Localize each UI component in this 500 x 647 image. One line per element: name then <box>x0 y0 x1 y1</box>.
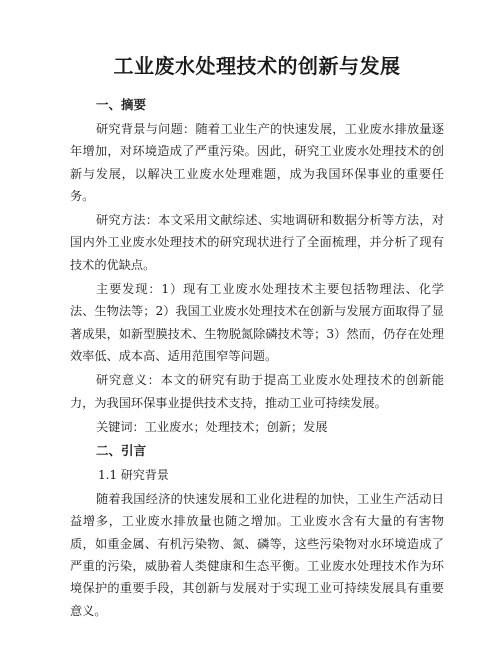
abstract-findings-paragraph: 主要发现：1）现有工业废水处理技术主要包括物理法、化学法、生物法等；2）我国工业废水处理技术在创新与发展方面取得了显著成果，如新型膜技术、生物脱氮除磷技术等；3）然而，仍存在处理效率低、成本高、适用范围窄等问题。 <box>70 282 444 363</box>
abstract-significance-paragraph: 研究意义：本文的研究有助于提高工业废水处理技术的创新能力，为我国环保事业提供技术支持，推动工业可持续发展。 <box>70 373 444 410</box>
abstract-method-paragraph: 研究方法：本文采用文献综述、实地调研和数据分析等方法，对国内外工业废水处理技术的研究现状进行了全面梳理，并分析了现有技术的优缺点。 <box>70 213 444 272</box>
keywords-line: 关键词：工业废水；处理技术；创新；发展 <box>96 419 328 434</box>
abstract-background-paragraph: 研究背景与问题：随着工业生产的快速发展，工业废水排放量逐年增加，对环境造成了严重污染。因此，研究工业废水处理技术的创新与发展，以解决工业废水处理难题，成为我国环保事业的重要任务。 <box>70 122 444 203</box>
section-heading-introduction: 二、引言 <box>96 443 147 459</box>
document-title: 工业废水处理技术的创新与发展 <box>113 54 401 78</box>
background-paragraph: 随着我国经济的快速发展和工业化进程的加快，工业生产活动日益增多，工业废水排放量也随之增加。工业废水含有大量的有害物质，如重金属、有机污染物、氮、磷等，这些污染物对水环境造成了严重的污染，威胁着人类健康和生态平衡。工业废水处理技术作为环境保护的重要手段，其创新与发展对于实现工业可持续发展具有重要意义。 <box>70 492 444 618</box>
section-heading-abstract: 一、摘要 <box>96 97 147 112</box>
subsection-heading-background: 1.1 研究背景 <box>98 468 169 483</box>
